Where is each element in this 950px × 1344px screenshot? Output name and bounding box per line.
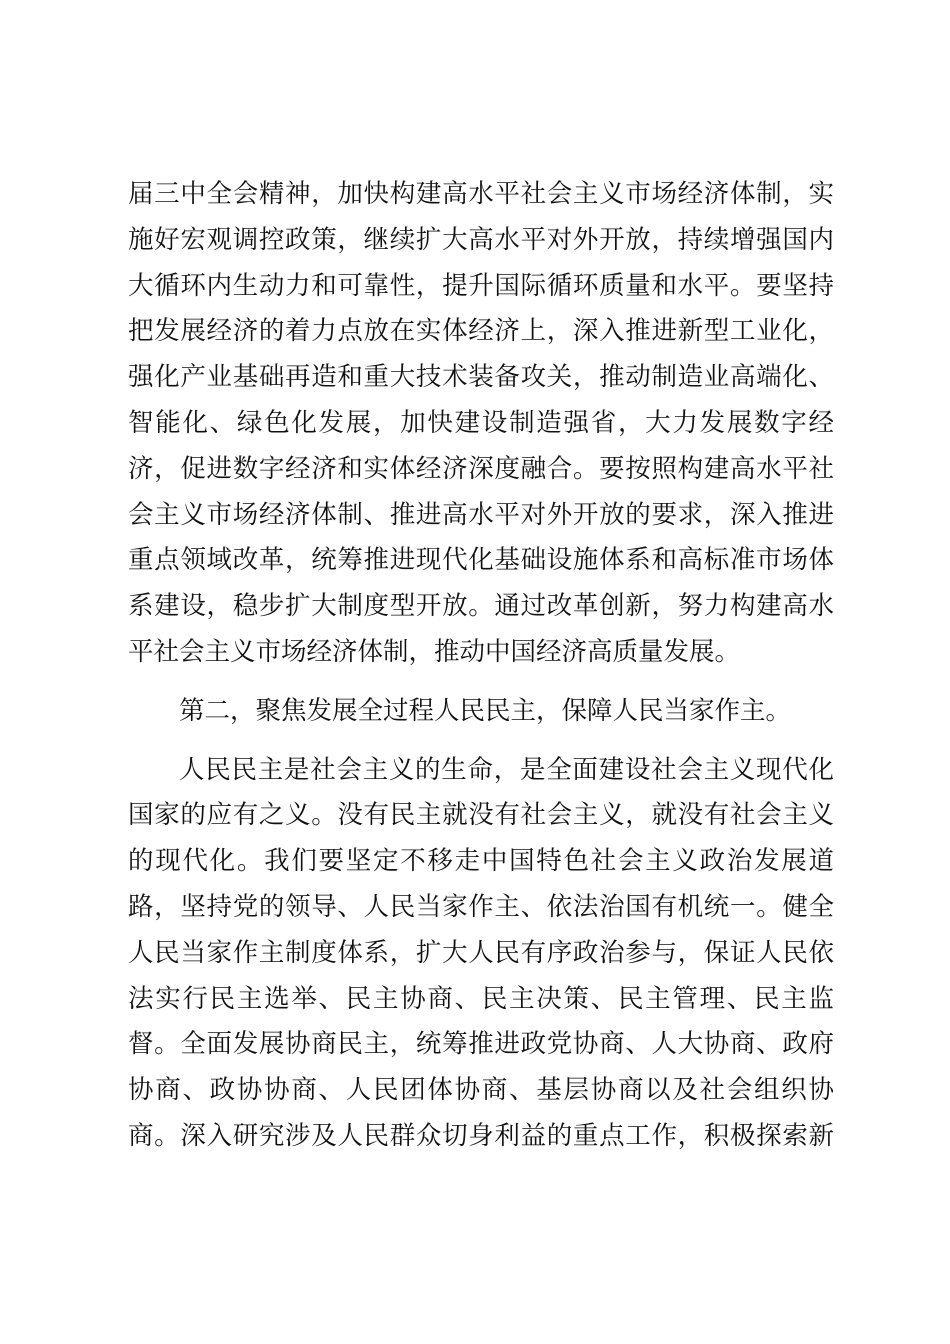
text-line: 智能化、绿色化发展，加快建设制造强省，大力发展数字经 (128, 407, 834, 438)
text-line: 商。深入研究涉及人民群众切身利益的重点工作，积极探索新 (128, 1120, 834, 1151)
text-line: 第二，聚焦发展全过程人民民主，保障人民当家作主。 (179, 695, 792, 726)
text-line: 会主义市场经济体制、推进高水平对外开放的要求，深入推进 (128, 499, 834, 530)
text-line: 的现代化。我们要坚定不移走中国特色社会主义政治发展道 (128, 846, 834, 877)
text-line: 重点领域改革，统筹推进现代化基础设施体系和高标准市场体 (128, 545, 834, 576)
text-line: 大循环内生动力和可靠性，提升国际循环质量和水平。要坚持 (128, 270, 834, 301)
text-line: 人民当家作主制度体系，扩大人民有序政治参与，保证人民依 (128, 937, 834, 968)
text-line: 人民民主是社会主义的生命，是全面建设社会主义现代化 (179, 754, 834, 785)
document-body (128, 172, 834, 1160)
text-line: 系建设，稳步扩大制度型开放。通过改革创新，努力构建高水 (128, 591, 834, 622)
text-line: 届三中全会精神，加快构建高水平社会主义市场经济体制，实 (128, 179, 834, 209)
text-line: 把发展经济的着力点放在实体经济上，深入推进新型工业化， (128, 316, 834, 347)
text-line: 督。全面发展协商民主，统筹推进政党协商、人大协商、政府 (128, 1029, 834, 1060)
text-line: 施好宏观调控政策，继续扩大高水平对外开放，持续增强国内 (128, 224, 834, 255)
text-line: 平社会主义市场经济体制，推动中国经济高质量发展。 (128, 636, 741, 667)
text-line: 济，促进数字经济和实体经济深度融合。要按照构建高水平社 (128, 453, 834, 484)
text-line: 强化产业基础再造和重大技术装备攻关，推动制造业高端化、 (128, 362, 834, 393)
text-line: 协商、政协协商、人民团体协商、基层协商以及社会组织协 (128, 1075, 834, 1106)
paragraph-3 (128, 748, 834, 1160)
paragraph-1 (128, 172, 834, 676)
paragraph-2-section-heading (128, 689, 834, 735)
text-line: 国家的应有之义。没有民主就没有社会主义，就没有社会主义 (128, 800, 834, 831)
text-line: 法实行民主选举、民主协商、民主决策、民主管理、民主监 (128, 983, 834, 1014)
text-line: 路，坚持党的领导、人民当家作主、依法治国有机统一。健全 (128, 891, 834, 922)
